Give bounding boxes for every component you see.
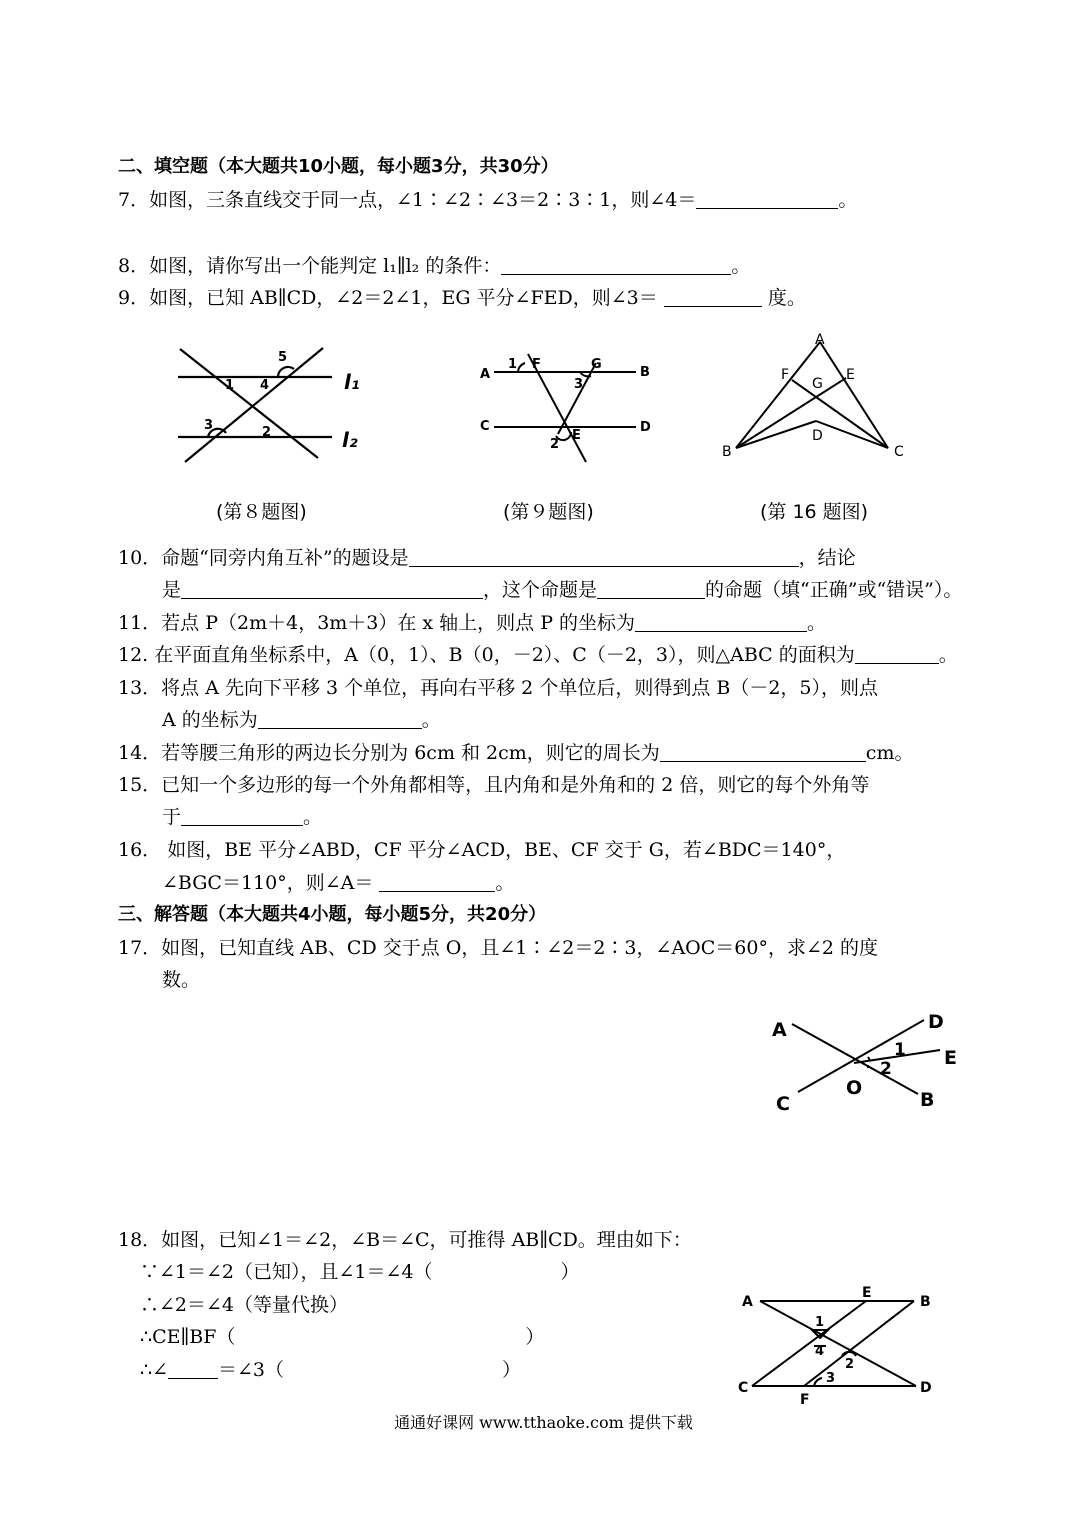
question-17-cont: [162, 968, 200, 992]
q18-step3-close: ）: [525, 1326, 545, 1348]
q9-answer-blank[interactable]: [664, 288, 762, 307]
fig17-label-A: A: [772, 1019, 787, 1041]
q18-step2-text: ∴∠2＝∠4（等量代换）: [140, 1294, 349, 1316]
fig9-label-2: 2: [550, 437, 560, 452]
fig17-label-C: C: [776, 1093, 790, 1115]
q17-cont-text: 数。: [162, 969, 201, 991]
q18-step1-close: ）: [560, 1261, 580, 1283]
fig16-label-D: D: [812, 428, 823, 444]
fig9-label-D: D: [640, 420, 651, 435]
fig8-label-2: 2: [262, 425, 272, 440]
fig18-label-A: A: [742, 1294, 753, 1310]
q9-text: 9．如图，已知 AB∥CD，∠2＝2∠1，EG 平分∠FED，则∠3＝: [118, 287, 658, 309]
fig16-label-C: C: [894, 444, 904, 460]
q10-conclusion-text: ，结论: [798, 547, 856, 569]
question-7: [118, 188, 857, 212]
fig9-label-B: B: [640, 365, 650, 380]
question-9: [118, 286, 806, 310]
q18-step3-text: ∴CE∥BF（: [140, 1326, 236, 1348]
q16-text: 16． 如图，BE 平分∠ABD，CF 平分∠ACD，BE、CF 交于 G，若∠BDC＝140°，: [118, 839, 846, 861]
section-3-heading: 三、解答题（本大题共4小题，每小题5分，共20分）: [118, 904, 547, 925]
q18-step1-text: ∵∠1＝∠2（已知），且∠1＝∠4（: [140, 1261, 433, 1283]
fig16-label-G: G: [812, 376, 823, 392]
question-14: [118, 741, 913, 765]
fig8-label-l1: l₁: [344, 370, 360, 394]
fig9-label-C: C: [480, 419, 490, 434]
q18-step4-close: ）: [502, 1359, 522, 1381]
fig9-label-F: F: [532, 357, 541, 372]
question-10: [118, 546, 856, 570]
q14-text: 14．若等腰三角形的两边长分别为 6cm 和 2cm，则它的周长为: [118, 742, 660, 764]
q18-step4-mid: ＝∠3（: [218, 1359, 285, 1381]
q9-end: 度。: [767, 287, 806, 309]
fig17-label-1: 1: [894, 1040, 906, 1060]
fig18-label-E: E: [862, 1285, 872, 1301]
question-18: [118, 1228, 692, 1252]
section-2-heading: 二、填空题（本大题共10小题，每小题3分，共30分）: [118, 156, 559, 177]
fig16-label-E: E: [846, 367, 855, 383]
question-16-cont: [162, 871, 514, 895]
q10-conclusion-blank[interactable]: [181, 580, 483, 599]
fig17-label-2: 2: [880, 1059, 892, 1079]
q13-text: 13．将点 A 先向下平移 3 个单位，再向右平移 2 个单位后，则得到点 B（－2，5），则点: [118, 677, 878, 699]
q7-text: 7．如图，三条直线交于同一点，∠1∶∠2∶∠3＝2∶3∶1，则∠4＝: [118, 189, 697, 211]
q16-cont-text: ∠BGC＝110°，则∠A＝: [162, 872, 374, 894]
question-16: [118, 838, 845, 862]
question-15: [118, 773, 869, 797]
fig8-label-1: 1: [225, 378, 235, 393]
fig18-label-B: B: [920, 1294, 931, 1310]
question-13-cont: [162, 708, 441, 732]
q10-judge-blank[interactable]: [597, 580, 705, 599]
fig17-label-B: B: [920, 1089, 935, 1111]
fig18-label-2: 2: [845, 1357, 855, 1372]
q15-end: 。: [303, 806, 323, 828]
question-17: [118, 936, 878, 960]
fig18-label-C: C: [738, 1380, 749, 1396]
q10-end: 的命题（填“正确”或“错误”）。: [705, 579, 963, 601]
q7-end: 。: [838, 189, 858, 211]
page-footer: 通通好课网 www.tthaoke.com 提供下载: [394, 1413, 693, 1432]
fig8-label-4: 4: [260, 378, 270, 393]
q15-text: 15．已知一个多边形的每一个外角都相等，且内角和是外角和的 2 倍，则它的每个外角等: [118, 774, 870, 796]
fig9-label-A: A: [480, 367, 491, 382]
q13-answer-blank[interactable]: [258, 710, 422, 729]
question-11: [118, 611, 826, 635]
question-8: [118, 254, 750, 278]
figure-9-diagram: [478, 350, 658, 460]
q18-text: 18．如图，已知∠1＝∠2，∠B＝∠C，可推得 AB∥CD。理由如下：: [118, 1229, 692, 1251]
q11-end: 。: [807, 612, 827, 634]
fig18-label-F: F: [800, 1392, 810, 1408]
q18-step-4: [140, 1358, 521, 1382]
q8-text: 8．如图，请你写出一个能判定 l₁∥l₂ 的条件：: [118, 255, 502, 277]
q18-step-1: [140, 1260, 580, 1284]
fig9-label-1: 1: [508, 357, 518, 372]
fig18-label-4: 4: [815, 1344, 825, 1359]
fig16-label-A: A: [815, 332, 825, 348]
question-12: [118, 643, 958, 667]
q10-judge-text: ，这个命题是: [483, 579, 598, 601]
fig17-label-E: E: [944, 1047, 957, 1069]
fig9-label-3: 3: [574, 377, 584, 392]
question-10-cont: [162, 578, 962, 602]
q16-end: 。: [495, 872, 515, 894]
fig9-label-E: E: [572, 428, 581, 443]
q11-answer-blank[interactable]: [635, 613, 807, 632]
fig8-label-5: 5: [278, 350, 288, 365]
fig17-label-O: O: [846, 1077, 863, 1099]
q7-answer-blank[interactable]: [696, 190, 838, 209]
fig8-label-l2: l₂: [342, 428, 358, 452]
q10-cont-text: 是: [162, 579, 182, 601]
q17-text: 17．如图，已知直线 AB、CD 交于点 O，且∠1∶∠2＝2∶3，∠AOC＝60°，求∠2 的度: [118, 937, 879, 959]
figure-18-diagram: [738, 1282, 948, 1412]
fig18-label-D: D: [920, 1380, 932, 1396]
q14-answer-blank[interactable]: [660, 743, 866, 762]
q8-end: 。: [731, 255, 751, 277]
fig17-label-D: D: [928, 1011, 944, 1033]
q12-text: 12. 在平面直角坐标系中，A（0，1）、B（0，－2）、C（－2，3），则△ABC 的面积为: [118, 644, 855, 666]
q12-end: 。: [938, 644, 958, 666]
q18-angle-blank[interactable]: [168, 1360, 218, 1379]
figure-9-caption: (第９题图): [503, 501, 594, 523]
q18-step-2: [140, 1293, 348, 1317]
q10-premise-blank[interactable]: [409, 548, 799, 567]
figure-16-caption: (第 16 题图): [760, 501, 869, 523]
figure-8-caption: (第８题图): [216, 501, 307, 523]
fig18-label-3: 3: [826, 1371, 836, 1386]
question-13: [118, 676, 878, 700]
q18-step4-text: ∴∠: [140, 1359, 169, 1381]
q14-end: cm。: [865, 742, 914, 764]
q13-end: 。: [421, 709, 441, 731]
q8-answer-blank[interactable]: [501, 256, 731, 275]
q12-answer-blank[interactable]: [855, 645, 939, 664]
q16-answer-blank[interactable]: [379, 873, 495, 892]
fig9-label-G: G: [591, 357, 602, 372]
q10-text: 10．命题“同旁内角互补”的题设是: [118, 547, 409, 569]
q13-cont-text: A 的坐标为: [162, 709, 258, 731]
fig16-label-F: F: [781, 367, 790, 383]
q11-text: 11．若点 P（2m＋4，3m＋3）在 x 轴上，则点 P 的坐标为: [118, 612, 636, 634]
q15-answer-blank[interactable]: [181, 807, 303, 826]
question-15-cont: [162, 805, 322, 829]
figure-16-diagram: [718, 328, 918, 468]
fig8-label-3: 3: [204, 418, 214, 433]
fig16-label-B: B: [722, 444, 732, 460]
fig18-label-1: 1: [815, 1315, 825, 1330]
figure-8-diagram: [170, 343, 370, 468]
q18-step-3: [140, 1325, 544, 1349]
figure-17-diagram: [768, 1008, 968, 1118]
q15-cont-text: 于: [162, 806, 182, 828]
